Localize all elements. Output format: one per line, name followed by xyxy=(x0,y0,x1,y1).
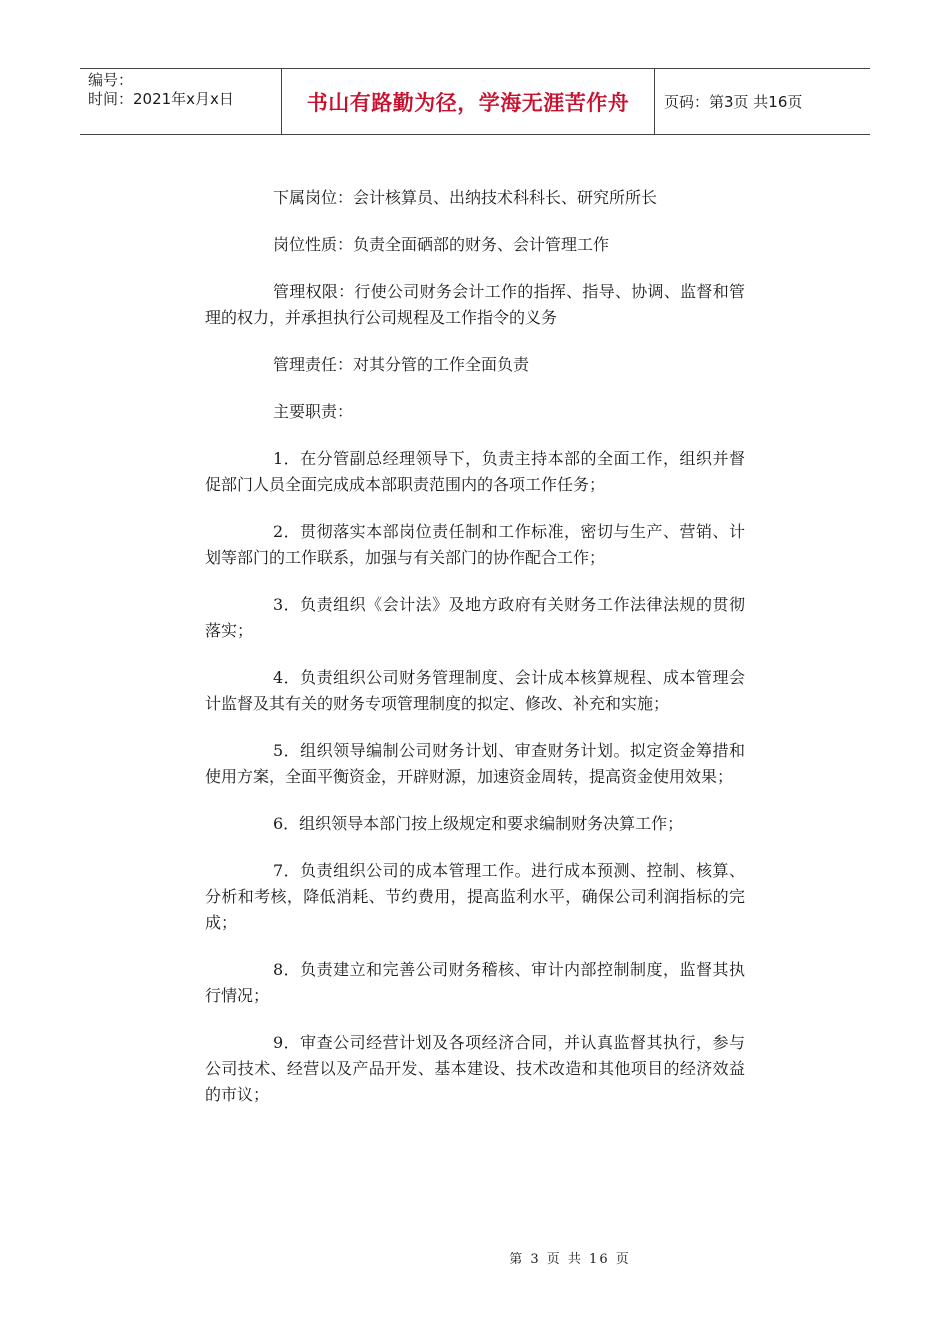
paragraph-management-responsibility: 管理责任：对其分管的工作全面负责 xyxy=(273,355,530,374)
paragraph-main-duties-heading: 主要职责： xyxy=(273,402,354,421)
duty-item-8: 8．负责建立和完善公司财务稽核、审计内部控制制度，监督其执行情况； xyxy=(205,960,745,1005)
page-header xyxy=(80,68,870,135)
duty-item-5: 5．组织领导编制公司财务计划、审查财务计划。拟定资金筹措和使用方案，全面平衡资金，开辟财源，加速资金周转，提高资金使用效果； xyxy=(205,741,745,786)
page-footer: 第 3 页 共 16 页 xyxy=(509,1252,631,1267)
duty-item-6: 6．组织领导本部门按上级规定和要求编制财务决算工作； xyxy=(273,814,684,833)
paragraph-post-nature: 岗位性质：负责全面硒部的财务、会计管理工作 xyxy=(273,235,610,254)
duty-item-2: 2．贯彻落实本部岗位责任制和工作标准，密切与生产、营销、计划等部门的工作联系，加强与有关部门的协作配合工作； xyxy=(205,522,745,567)
duty-item-7: 7．负责组织公司的成本管理工作。进行成本预测、控制、核算、分析和考核，降低消耗、节约费用，提高监利水平，确保公司利润指标的完成； xyxy=(205,861,745,932)
duty-item-3: 3．负责组织《会计法》及地方政府有关财务工作法律法规的贯彻落实； xyxy=(205,595,745,640)
header-meta xyxy=(80,69,282,134)
number-label: 编号： xyxy=(88,71,134,89)
duty-item-4: 4．负责组织公司财务管理制度、会计成本核算规程、成本管理会计监督及其有关的财务专项管理制度的拟定、修改、补充和实施； xyxy=(205,668,745,713)
document-body xyxy=(205,185,745,1129)
time-label: 时间：2021年x月x日 xyxy=(88,90,234,108)
paragraph-management-authority: 管理权限：行使公司财务会计工作的指挥、指导、协调、监督和管理的权力，并承担执行公司规程及工作指令的义务 xyxy=(205,282,745,327)
header-motto: 书山有路勤为径，学海无涯苦作舟 xyxy=(282,69,655,134)
paragraph-subordinate-posts: 下属岗位：会计核算员、出纳技术科科长、研究所所长 xyxy=(273,188,658,207)
duty-item-9: 9．审查公司经营计划及各项经济合同，并认真监督其执行，参与公司技术、经营以及产品开发、基本建设、技术改造和其他项目的经济效益的市议； xyxy=(205,1033,745,1104)
header-page-code: 页码：第3页 共16页 xyxy=(664,93,803,111)
duty-item-1: 1．在分管副总经理领导下，负责主持本部的全面工作，组织并督促部门人员全面完成成本部职责范围内的各项工作任务； xyxy=(205,449,745,494)
